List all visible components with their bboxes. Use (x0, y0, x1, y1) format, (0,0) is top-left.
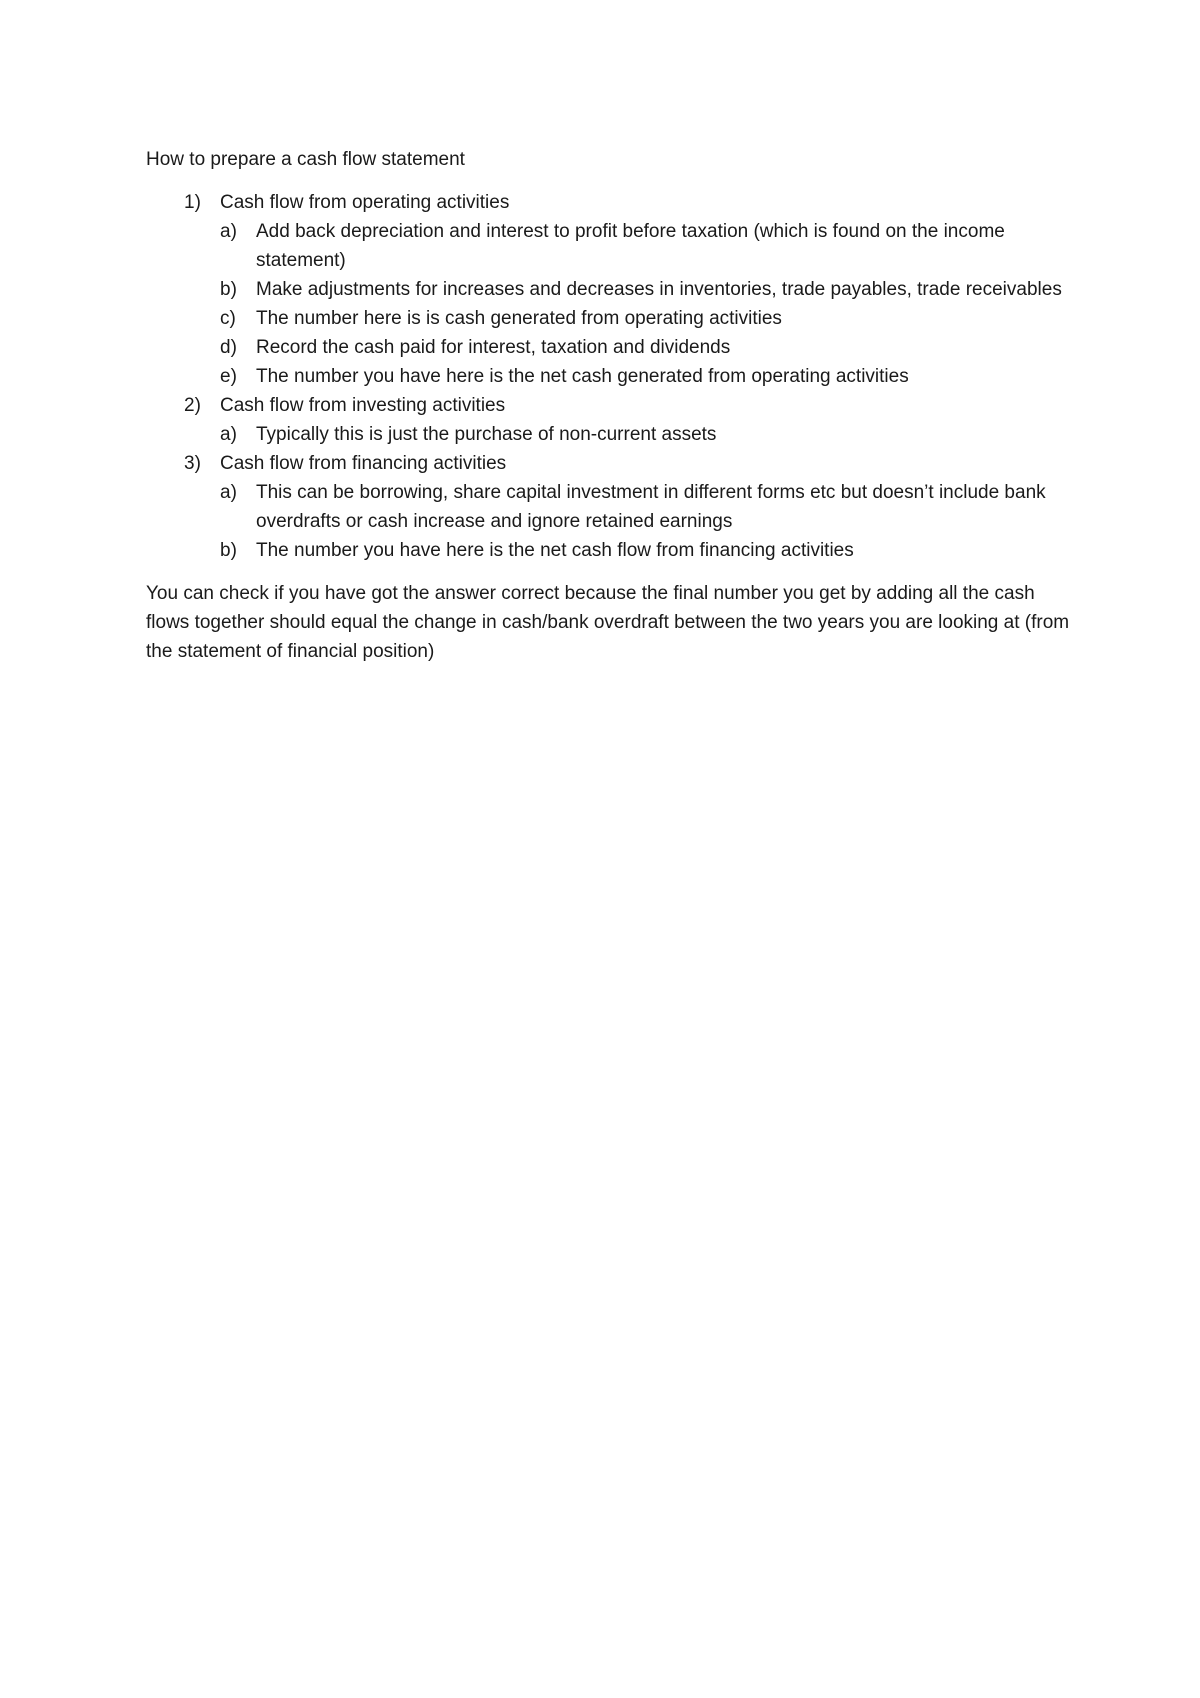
substep-item (220, 362, 1076, 391)
document-title: How to prepare a cash flow statement (146, 149, 465, 170)
substeps-list (220, 217, 1076, 391)
substeps-list (220, 478, 1076, 565)
step-number: 2) (184, 395, 201, 416)
step-investing (146, 391, 1076, 449)
step-number: 3) (184, 453, 201, 474)
closing-paragraph: You can check if you have got the answer correct because the final number you get by adding all the cash flows together should equal the change in cash/bank overdraft between the two years you are looking at (from the statement of financial position) (146, 583, 1070, 662)
substep-item (220, 478, 1076, 536)
substep-letter: a) (220, 424, 237, 445)
substep-item (220, 217, 1076, 275)
substep-item (220, 536, 1076, 565)
substeps-list (220, 420, 1076, 449)
substep-text: Typically this is just the purchase of non-current assets (256, 424, 717, 445)
document-body (146, 145, 1076, 666)
step-heading: Cash flow from operating activities (220, 192, 510, 213)
steps-list (146, 188, 1076, 565)
substep-letter: a) (220, 482, 237, 503)
substep-item (220, 275, 1076, 304)
substep-item (220, 333, 1076, 362)
substep-letter: a) (220, 221, 237, 242)
step-number: 1) (184, 192, 201, 213)
substep-letter: c) (220, 308, 236, 329)
substep-item (220, 304, 1076, 333)
step-heading: Cash flow from financing activities (220, 453, 507, 474)
substep-text: The number you have here is the net cash flow from financing activities (256, 540, 854, 561)
substep-letter: d) (220, 337, 237, 358)
substep-letter: e) (220, 366, 237, 387)
substep-letter: b) (220, 540, 237, 561)
step-heading: Cash flow from investing activities (220, 395, 506, 416)
step-operating (146, 188, 1076, 391)
substep-text: Add back depreciation and interest to profit before taxation (which is found on the income statement) (256, 221, 1005, 271)
substep-letter: b) (220, 279, 237, 300)
substep-text: Make adjustments for increases and decreases in inventories, trade payables, trade receivables (256, 279, 1062, 300)
substep-item (220, 420, 1076, 449)
substep-text: The number here is is cash generated from operating activities (256, 308, 782, 329)
substep-text: The number you have here is the net cash generated from operating activities (256, 366, 909, 387)
substep-text: This can be borrowing, share capital investment in different forms etc but doesn’t include bank overdrafts or cash increase and ignore retained earnings (256, 482, 1046, 532)
step-financing (146, 449, 1076, 565)
substep-text: Record the cash paid for interest, taxation and dividends (256, 337, 731, 358)
